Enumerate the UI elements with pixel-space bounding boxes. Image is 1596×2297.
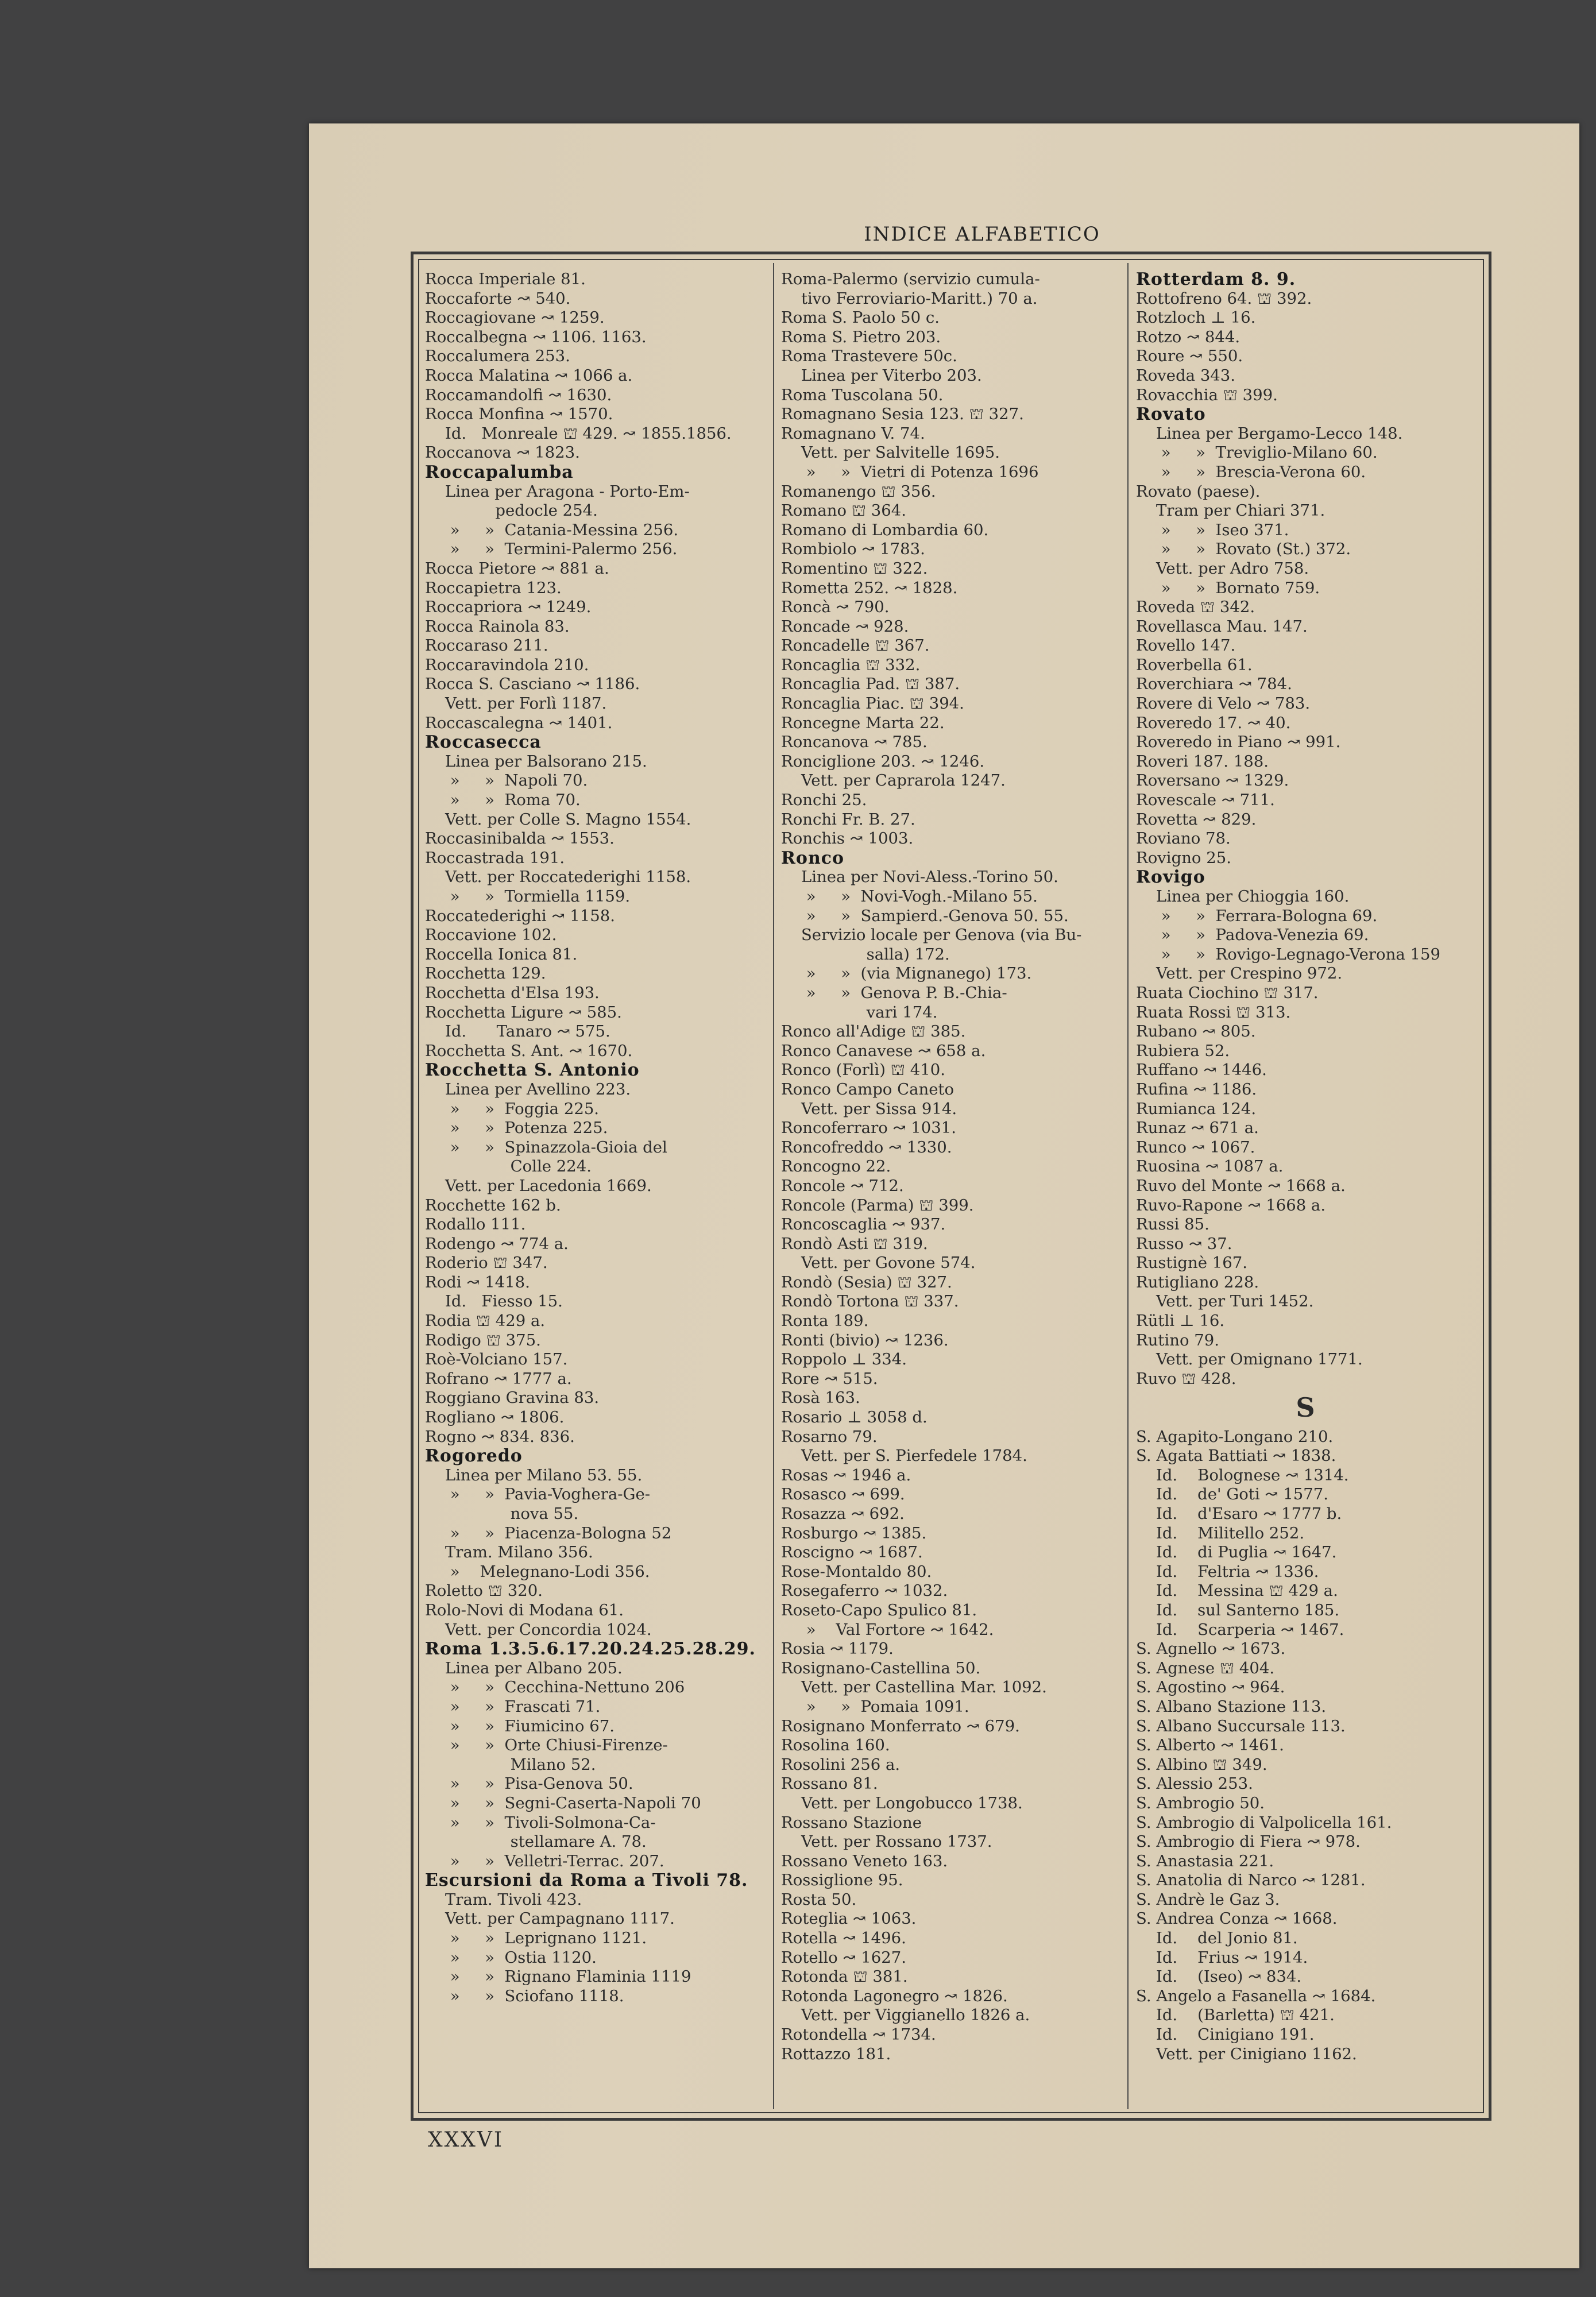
index-entry: Roscigno ↝ 1687.	[781, 1543, 923, 1562]
index-entry: Rosazza ↝ 692.	[781, 1505, 905, 1523]
index-entry: Tram. Milano 356.	[425, 1543, 593, 1562]
index-entry: » » Tivoli-Solmona-Ca-	[425, 1813, 656, 1832]
index-entry: Vett. per Longobucco 1738.	[781, 1793, 1023, 1812]
index-heading: Rovigo	[1136, 868, 1205, 887]
index-entry: » » Pavia-Voghera-Ge-	[425, 1485, 651, 1504]
index-entry: S. Andrè le Gaz 3.	[1136, 1890, 1280, 1909]
index-entry: Ruvo-Rapone ↝ 1668 a.	[1136, 1196, 1326, 1215]
index-entry: pedocle 254.	[425, 501, 598, 520]
index-entry: Vett. per Rossano 1737.	[781, 1832, 992, 1851]
index-entry: Rosasco ↝ 699.	[781, 1485, 905, 1504]
index-entry: Tram. Tivoli 423.	[425, 1890, 582, 1909]
index-entry: S. Albano Stazione 113.	[1136, 1697, 1327, 1716]
index-entry: S. Ambrogio di Valpolicella 161.	[1136, 1813, 1392, 1832]
index-heading: Rogoredo	[425, 1447, 523, 1466]
index-entry: Roccapietra 123.	[425, 578, 562, 597]
index-entry: Russo ↝ 37.	[1136, 1234, 1232, 1253]
index-entry: Id. Tanaro ↝ 575.	[425, 1022, 610, 1041]
index-entry: Linea per Chioggia 160.	[1136, 887, 1350, 906]
index-entry: Roccalbegna ↝ 1106. 1163.	[425, 327, 647, 346]
index-entry: Roccella Ionica 81.	[425, 945, 578, 964]
index-entry: Id. Scarperia ↝ 1467.	[1136, 1620, 1344, 1639]
index-entry: » » Bornato 759.	[1136, 578, 1320, 597]
index-entry: Rotonda Lagonegro ↝ 1826.	[781, 1986, 1008, 2005]
column-divider	[1127, 263, 1129, 2109]
index-entry: Roncogno 22.	[781, 1157, 891, 1176]
index-entry: S. Anatolia di Narco ↝ 1281.	[1136, 1871, 1366, 1890]
index-entry: Roccascalegna ↝ 1401.	[425, 713, 613, 732]
index-entry: Rosta 50.	[781, 1890, 857, 1909]
index-entry: Rosario ⊥ 3058 d.	[781, 1408, 928, 1427]
index-entry: Vett. per Castellina Mar. 1092.	[781, 1678, 1047, 1697]
index-entry: » » Frascati 71.	[425, 1697, 601, 1716]
index-entry: » » Novi-Vogh.-Milano 55.	[781, 887, 1038, 906]
index-entry: Rodi ↝ 1418.	[425, 1273, 530, 1291]
index-entry: Rotzloch ⊥ 16.	[1136, 308, 1256, 327]
index-entry: S. Albano Succursale 113.	[1136, 1716, 1346, 1735]
index-entry: Roncoscaglia ↝ 937.	[781, 1215, 946, 1234]
index-entry: Rosburgo ↝ 1385.	[781, 1523, 927, 1542]
index-entry: Rofrano ↝ 1777 a.	[425, 1369, 572, 1388]
index-entry: Rottofreno 64. ⛫ 392.	[1136, 289, 1312, 308]
index-entry: Rutino 79.	[1136, 1331, 1220, 1349]
index-entry: » » Foggia 225.	[425, 1099, 600, 1118]
index-entry: Rosia ↝ 1179.	[781, 1639, 894, 1658]
index-entry: Roccamandolfi ↝ 1630.	[425, 385, 612, 404]
index-entry: Ronco (Forlì) ⛫ 410.	[781, 1061, 945, 1080]
index-entry: S. Agata Battiati ↝ 1838.	[1136, 1447, 1336, 1465]
index-entry: Rotella ↝ 1496.	[781, 1929, 906, 1948]
index-entry: Vett. per Cinigiano 1162.	[1136, 2044, 1357, 2063]
index-entry: Roteglia ↝ 1063.	[781, 1909, 917, 1928]
index-entry: Roma S. Paolo 50 c.	[781, 308, 940, 327]
index-entry: S. Anastasia 221.	[1136, 1851, 1274, 1870]
index-entry: Rolo-Novi di Modana 61.	[425, 1600, 624, 1619]
index-entry: Roncoferraro ↝ 1031.	[781, 1119, 957, 1138]
index-entry: Rovato (paese).	[1136, 482, 1261, 501]
index-entry: Roncadelle ⛫ 367.	[781, 636, 930, 655]
index-entry: Linea per Viterbo 203.	[781, 366, 982, 385]
index-entry: Rocca Monfina ↝ 1570.	[425, 405, 613, 424]
index-entry: Roccagiovane ↝ 1259.	[425, 308, 605, 327]
index-heading: Roccapalumba	[425, 462, 574, 482]
index-entry: Roncegne Marta 22.	[781, 713, 945, 732]
index-entry: nova 55.	[425, 1505, 579, 1523]
index-entry: » » Rovato (St.) 372.	[1136, 540, 1351, 559]
index-entry: Rufina ↝ 1186.	[1136, 1080, 1257, 1099]
index-entry: Id. Fiesso 15.	[425, 1292, 563, 1311]
index-entry: Rosà 163.	[781, 1389, 860, 1407]
index-entry: » » Sampierd.-Genova 50. 55.	[781, 906, 1069, 925]
index-heading: Escursioni da Roma a Tivoli 78.	[425, 1871, 748, 1890]
index-entry: » » (via Mignanego) 173.	[781, 964, 1032, 983]
index-entry: Rovere di Velo ↝ 783.	[1136, 694, 1311, 713]
index-entry: tivo Ferroviario-Maritt.) 70 a.	[781, 289, 1038, 308]
index-entry: Runaz ↝ 671 a.	[1136, 1119, 1259, 1138]
index-entry: Rocca Imperiale 81.	[425, 270, 586, 288]
index-entry: Rutigliano 228.	[1136, 1273, 1259, 1291]
index-entry: Vett. per Omignano 1771.	[1136, 1350, 1363, 1369]
index-entry: Vett. per Sissa 914.	[781, 1099, 957, 1118]
index-entry: Roma S. Pietro 203.	[781, 327, 941, 346]
index-entry: » » Vietri di Potenza 1696	[781, 462, 1039, 481]
index-entry: » » Tormiella 1159.	[425, 887, 631, 906]
index-entry: » » Sciofano 1118.	[425, 1986, 624, 2005]
index-entry: » » Rovigo-Legnago-Verona 159	[1136, 945, 1440, 964]
index-entry: Roma-Palermo (servizio cumula-	[781, 270, 1040, 288]
index-entry: Roppolo ⊥ 334.	[781, 1350, 907, 1369]
index-entry: Romano di Lombardia 60.	[781, 520, 989, 539]
index-entry: » Val Fortore ↝ 1642.	[781, 1620, 994, 1639]
index-heading: Rocchetta S. Antonio	[425, 1061, 640, 1080]
index-entry: Rocca Pietore ↝ 881 a.	[425, 559, 609, 578]
index-entry: Roccanova ↝ 1823.	[425, 443, 580, 462]
index-entry: Rodallo 111.	[425, 1215, 526, 1234]
index-entry: » » Segni-Caserta-Napoli 70	[425, 1793, 701, 1812]
index-entry: » » Genova P. B.-Chia-	[781, 983, 1007, 1002]
index-entry: » » Rignano Flaminia 1119	[425, 1967, 691, 1986]
index-entry: Rumianca 124.	[1136, 1099, 1257, 1118]
index-entry: » » Brescia-Verona 60.	[1136, 462, 1366, 481]
index-entry: Romagnano V. 74.	[781, 424, 925, 443]
index-entry: Ronta 189.	[781, 1312, 869, 1331]
index-entry: Romentino ⛫ 322.	[781, 559, 928, 578]
index-entry: Rocca Rainola 83.	[425, 617, 570, 636]
index-entry: Roveredo 17. ↝ 40.	[1136, 713, 1291, 732]
index-entry: Rovellasca Mau. 147.	[1136, 617, 1308, 636]
index-entry: » » Pisa-Genova 50.	[425, 1774, 633, 1793]
index-entry: Rocchetta d'Elsa 193.	[425, 983, 600, 1002]
index-entry: Rocchetta 129.	[425, 964, 546, 983]
index-entry: » » Iseo 371.	[1136, 520, 1289, 539]
index-heading: Rovato	[1136, 405, 1206, 424]
index-entry: Rotzo ↝ 844.	[1136, 327, 1241, 346]
index-entry: Rosolina 160.	[781, 1736, 890, 1755]
index-entry: Vett. per Colle S. Magno 1554.	[425, 810, 691, 829]
index-entry: Vett. per Concordia 1024.	[425, 1620, 652, 1639]
index-entry: Vett. per Lacedonia 1669.	[425, 1176, 652, 1195]
index-entry: Rometta 252. ↝ 1828.	[781, 578, 958, 597]
index-entry: Vett. per Turi 1452.	[1136, 1292, 1314, 1311]
index-entry: Roccavione 102.	[425, 926, 557, 945]
index-column-3	[1136, 270, 1475, 2064]
index-entry: Romano ⛫ 364.	[781, 501, 906, 520]
index-entry: Linea per Aragona - Porto-Em-	[425, 482, 690, 501]
index-entry: » » Ostia 1120.	[425, 1948, 597, 1967]
index-entry: Rombiolo ↝ 1783.	[781, 540, 925, 559]
index-entry: Id. Frius ↝ 1914.	[1136, 1948, 1308, 1967]
index-entry: Id. del Jonio 81.	[1136, 1929, 1298, 1948]
index-entry: Rocca S. Casciano ↝ 1186.	[425, 675, 640, 694]
index-entry: Id. d'Esaro ↝ 1777 b.	[1136, 1505, 1342, 1523]
index-entry: Vett. per Campagnano 1117.	[425, 1909, 675, 1928]
index-entry: Vett. per Forlì 1187.	[425, 694, 607, 713]
index-entry: Roncà ↝ 790.	[781, 598, 890, 617]
index-entry: » Melegnano-Lodi 356.	[425, 1562, 650, 1581]
index-entry: Roveda ⛫ 342.	[1136, 598, 1255, 617]
index-entry: Rondò Tortona ⛫ 337.	[781, 1292, 959, 1311]
index-entry: Id. Bolognese ↝ 1314.	[1136, 1465, 1349, 1484]
index-entry: Rodengo ↝ 774 a.	[425, 1234, 569, 1253]
index-entry: Ruata Ciochino ⛫ 317.	[1136, 983, 1319, 1002]
index-entry: Id. (Barletta) ⛫ 421.	[1136, 2006, 1335, 2025]
index-entry: Roncole (Parma) ⛫ 399.	[781, 1196, 974, 1215]
index-entry: Rosignano-Castellina 50.	[781, 1658, 981, 1677]
index-entry: Roncade ↝ 928.	[781, 617, 909, 636]
index-entry: » » Fiumicino 67.	[425, 1716, 615, 1735]
index-entry: Roccatederighi ↝ 1158.	[425, 906, 615, 925]
index-entry: Runco ↝ 1067.	[1136, 1138, 1255, 1157]
index-entry: Id. Messina ⛫ 429 a.	[1136, 1581, 1338, 1600]
index-entry: Milano 52.	[425, 1755, 596, 1774]
index-entry: Rossiglione 95.	[781, 1871, 903, 1890]
index-entry: Roletto ⛫ 320.	[425, 1581, 543, 1600]
index-entry: Rosarno 79.	[781, 1427, 878, 1446]
index-entry: Roncaglia ⛫ 332.	[781, 655, 921, 674]
index-entry: Rosignano Monferrato ↝ 679.	[781, 1716, 1020, 1735]
index-entry: Vett. per Salvitelle 1695.	[781, 443, 1000, 462]
index-entry: S. Agapito-Longano 210.	[1136, 1427, 1334, 1446]
index-entry: Rubano ↝ 805.	[1136, 1022, 1256, 1041]
index-entry: Rubiera 52.	[1136, 1041, 1230, 1060]
index-entry: Linea per Bergamo-Lecco 148.	[1136, 424, 1403, 443]
index-entry: Roveda 343.	[1136, 366, 1236, 385]
index-entry: Roseto-Capo Spulico 81.	[781, 1600, 977, 1619]
index-entry: Ruffano ↝ 1446.	[1136, 1061, 1267, 1080]
index-entry: Id. sul Santerno 185.	[1136, 1600, 1340, 1619]
index-entry: Vett. per S. Pierfedele 1784.	[781, 1447, 1027, 1465]
index-entry: S. Andrea Conza ↝ 1668.	[1136, 1909, 1338, 1928]
index-entry: Roverbella 61.	[1136, 655, 1253, 674]
index-entry: S. Agostino ↝ 964.	[1136, 1678, 1285, 1697]
index-entry: Id. Militello 252.	[1136, 1523, 1305, 1542]
index-entry: salla) 172.	[781, 945, 950, 964]
index-entry: Rustignè 167.	[1136, 1254, 1247, 1273]
index-entry: Roccalumera 253.	[425, 347, 570, 366]
index-entry: Rodigo ⛫ 375.	[425, 1331, 541, 1349]
index-entry: Linea per Avellino 223.	[425, 1080, 631, 1099]
index-heading: Rotterdam 8. 9.	[1136, 270, 1296, 289]
index-entry: Roveredo in Piano ↝ 991.	[1136, 733, 1341, 752]
index-entry: Rocchetta S. Ant. ↝ 1670.	[425, 1041, 633, 1060]
index-entry: Russi 85.	[1136, 1215, 1209, 1234]
index-column-2	[781, 270, 1120, 2064]
index-entry: Ronco Campo Caneto	[781, 1080, 954, 1099]
index-entry: Rotondella ↝ 1734.	[781, 2025, 936, 2044]
index-entry: Linea per Milano 53. 55.	[425, 1465, 643, 1484]
index-entry: Rovacchia ⛫ 399.	[1136, 385, 1278, 404]
page-number: XXXVI	[428, 2128, 504, 2152]
index-entry: Roccasinibalda ↝ 1553.	[425, 829, 615, 848]
index-entry: Rogliano ↝ 1806.	[425, 1408, 565, 1427]
index-entry: Ronco Canavese ↝ 658 a.	[781, 1041, 986, 1060]
index-entry: Roma Tuscolana 50.	[781, 385, 944, 404]
index-entry: Roncaglia Pad. ⛫ 387.	[781, 675, 960, 694]
index-entry: Roncaglia Piac. ⛫ 394.	[781, 694, 964, 713]
column-divider	[773, 263, 774, 2109]
index-entry: Roversano ↝ 1329.	[1136, 771, 1289, 790]
index-entry: S. Agnese ⛫ 404.	[1136, 1658, 1275, 1677]
index-entry: Rovetta ↝ 829.	[1136, 810, 1257, 829]
index-heading: Ronco	[781, 848, 845, 868]
index-entry: Romanengo ⛫ 356.	[781, 482, 936, 501]
page-title: INDICE ALFABETICO	[864, 223, 1100, 246]
index-entry: » » Leprignano 1121.	[425, 1929, 647, 1948]
index-entry: Rocchette 162 b.	[425, 1196, 561, 1215]
index-entry: Rütli ⊥ 16.	[1136, 1312, 1225, 1331]
index-entry: Vett. per Caprarola 1247.	[781, 771, 1006, 790]
index-entry: » » Padova-Venezia 69.	[1136, 926, 1369, 945]
index-entry: Vett. per Govone 574.	[781, 1254, 976, 1273]
index-entry: Rose-Montaldo 80.	[781, 1562, 932, 1581]
index-entry: » » Napoli 70.	[425, 771, 588, 790]
index-entry: Rondò Asti ⛫ 319.	[781, 1234, 928, 1253]
index-entry: Id. Feltria ↝ 1336.	[1136, 1562, 1319, 1581]
index-entry: Ruosina ↝ 1087 a.	[1136, 1157, 1284, 1176]
index-entry: Rovescale ↝ 711.	[1136, 791, 1275, 810]
index-entry: Vett. per Viggianello 1826 a.	[781, 2006, 1030, 2025]
index-entry: S. Ambrogio di Fiera ↝ 978.	[1136, 1832, 1361, 1851]
index-entry: Rodia ⛫ 429 a.	[425, 1312, 546, 1331]
index-entry: Linea per Albano 205.	[425, 1658, 623, 1677]
index-entry: Rondò (Sesia) ⛫ 327.	[781, 1273, 952, 1291]
index-entry: Rossano Veneto 163.	[781, 1851, 948, 1870]
index-entry: Id. di Puglia ↝ 1647.	[1136, 1543, 1337, 1562]
index-entry: Roure ↝ 550.	[1136, 347, 1243, 366]
index-entry: » » Potenza 225.	[425, 1119, 608, 1138]
index-heading: Roma 1.3.5.6.17.20.24.25.28.29.	[425, 1639, 756, 1659]
index-entry: Roma Trastevere 50c.	[781, 347, 957, 366]
index-entry: » » Termini-Palermo 256.	[425, 540, 678, 559]
index-entry: Vett. per Crespino 972.	[1136, 964, 1343, 983]
index-entry: S. Alessio 253.	[1136, 1774, 1253, 1793]
index-entry: » » Treviglio-Milano 60.	[1136, 443, 1378, 462]
index-entry: Roderio ⛫ 347.	[425, 1254, 548, 1273]
index-entry: Vett. per Adro 758.	[1136, 559, 1309, 578]
index-entry: Rossano Stazione	[781, 1813, 922, 1832]
index-entry: » » Roma 70.	[425, 791, 581, 810]
index-entry: Ronco all'Adige ⛫ 385.	[781, 1022, 966, 1041]
index-entry: S. Alberto ↝ 1461.	[1136, 1736, 1284, 1755]
index-entry: Ruvo ⛫ 428.	[1136, 1369, 1236, 1388]
index-entry: Roccaravindola 210.	[425, 655, 589, 674]
index-frame	[411, 252, 1491, 2121]
section-letter: S	[1296, 1392, 1315, 1424]
index-entry: Roveri 187. 188.	[1136, 752, 1269, 771]
index-entry: Roncanova ↝ 785.	[781, 733, 928, 752]
index-entry: Ruvo del Monte ↝ 1668 a.	[1136, 1176, 1346, 1195]
index-entry: Ronciglione 203. ↝ 1246.	[781, 752, 985, 771]
index-entry: » » Ferrara-Bologna 69.	[1136, 906, 1378, 925]
index-entry: Rogno ↝ 834. 836.	[425, 1427, 575, 1446]
index-entry: » » Piacenza-Bologna 52	[425, 1523, 672, 1542]
index-entry: Rocca Malatina ↝ 1066 a.	[425, 366, 633, 385]
index-entry: S. Albino ⛫ 349.	[1136, 1755, 1267, 1774]
index-entry: Ronchi Fr. B. 27.	[781, 810, 915, 829]
index-entry: Id. Monreale ⛫ 429. ↝ 1855.1856.	[425, 424, 732, 443]
index-entry: Id. de' Goti ↝ 1577.	[1136, 1485, 1328, 1504]
index-entry: Roccaraso 211.	[425, 636, 548, 655]
index-entry: Linea per Novi-Aless.-Torino 50.	[781, 868, 1058, 887]
index-entry: Id. Cinigiano 191.	[1136, 2025, 1315, 2044]
index-entry: Ruata Rossi ⛫ 313.	[1136, 1003, 1291, 1022]
index-entry: Ronchis ↝ 1003.	[781, 829, 914, 848]
index-entry: Rossano 81.	[781, 1774, 878, 1793]
index-entry: Rotonda ⛫ 381.	[781, 1967, 908, 1986]
index-entry: » » Catania-Messina 256.	[425, 520, 679, 539]
index-entry: Roggiano Gravina 83.	[425, 1389, 600, 1407]
index-entry: » » Orte Chiusi-Firenze-	[425, 1736, 668, 1755]
index-entry: Ronchi 25.	[781, 791, 867, 810]
index-entry: Rottazzo 181.	[781, 2044, 891, 2063]
index-entry: Roverchiara ↝ 784.	[1136, 675, 1292, 694]
index-entry: Roccapriora ↝ 1249.	[425, 598, 592, 617]
index-entry: Rosegaferro ↝ 1032.	[781, 1581, 948, 1600]
index-entry: Servizio locale per Genova (via Bu-	[781, 926, 1082, 945]
index-entry: » » Pomaia 1091.	[781, 1697, 969, 1716]
index-entry: Roncole ↝ 712.	[781, 1176, 904, 1195]
index-entry: Rovello 147.	[1136, 636, 1236, 655]
index-entry: » » Cecchina-Nettuno 206	[425, 1678, 685, 1697]
index-entry: Roviano 78.	[1136, 829, 1231, 848]
index-entry: Rosas ↝ 1946 a.	[781, 1465, 911, 1484]
index-heading: Roccasecca	[425, 733, 542, 752]
index-entry: Id. (Iseo) ↝ 834.	[1136, 1967, 1302, 1986]
index-entry: Tram per Chiari 371.	[1136, 501, 1326, 520]
index-entry: Rovigno 25.	[1136, 848, 1231, 867]
index-entry: Roncofreddo ↝ 1330.	[781, 1138, 952, 1157]
index-entry: Roè-Volciano 157.	[425, 1350, 568, 1369]
index-entry: stellamare A. 78.	[425, 1832, 647, 1851]
index-column-1	[425, 270, 761, 2006]
index-entry: Roccaforte ↝ 540.	[425, 289, 571, 308]
index-entry: Rotello ↝ 1627.	[781, 1948, 906, 1967]
index-entry: vari 174.	[781, 1003, 938, 1022]
index-entry: Roccastrada 191.	[425, 848, 565, 867]
index-entry: S. Angelo a Fasanella ↝ 1684.	[1136, 1986, 1376, 2005]
index-entry: Linea per Balsorano 215.	[425, 752, 647, 771]
index-entry: Ronti (bivio) ↝ 1236.	[781, 1331, 949, 1349]
index-entry: Rosolini 256 a.	[781, 1755, 901, 1774]
index-entry: Romagnano Sesia 123. ⛫ 327.	[781, 405, 1024, 424]
index-entry: S. Agnello ↝ 1673.	[1136, 1639, 1286, 1658]
index-entry: » » Spinazzola-Gioia del	[425, 1138, 667, 1157]
index-entry: » » Velletri-Terrac. 207.	[425, 1851, 664, 1870]
index-entry: Rocchetta Ligure ↝ 585.	[425, 1003, 622, 1022]
index-entry: Colle 224.	[425, 1157, 592, 1176]
index-entry: Vett. per Roccatederighi 1158.	[425, 868, 691, 887]
index-entry: S. Ambrogio 50.	[1136, 1793, 1265, 1812]
index-entry: Rore ↝ 515.	[781, 1369, 878, 1388]
